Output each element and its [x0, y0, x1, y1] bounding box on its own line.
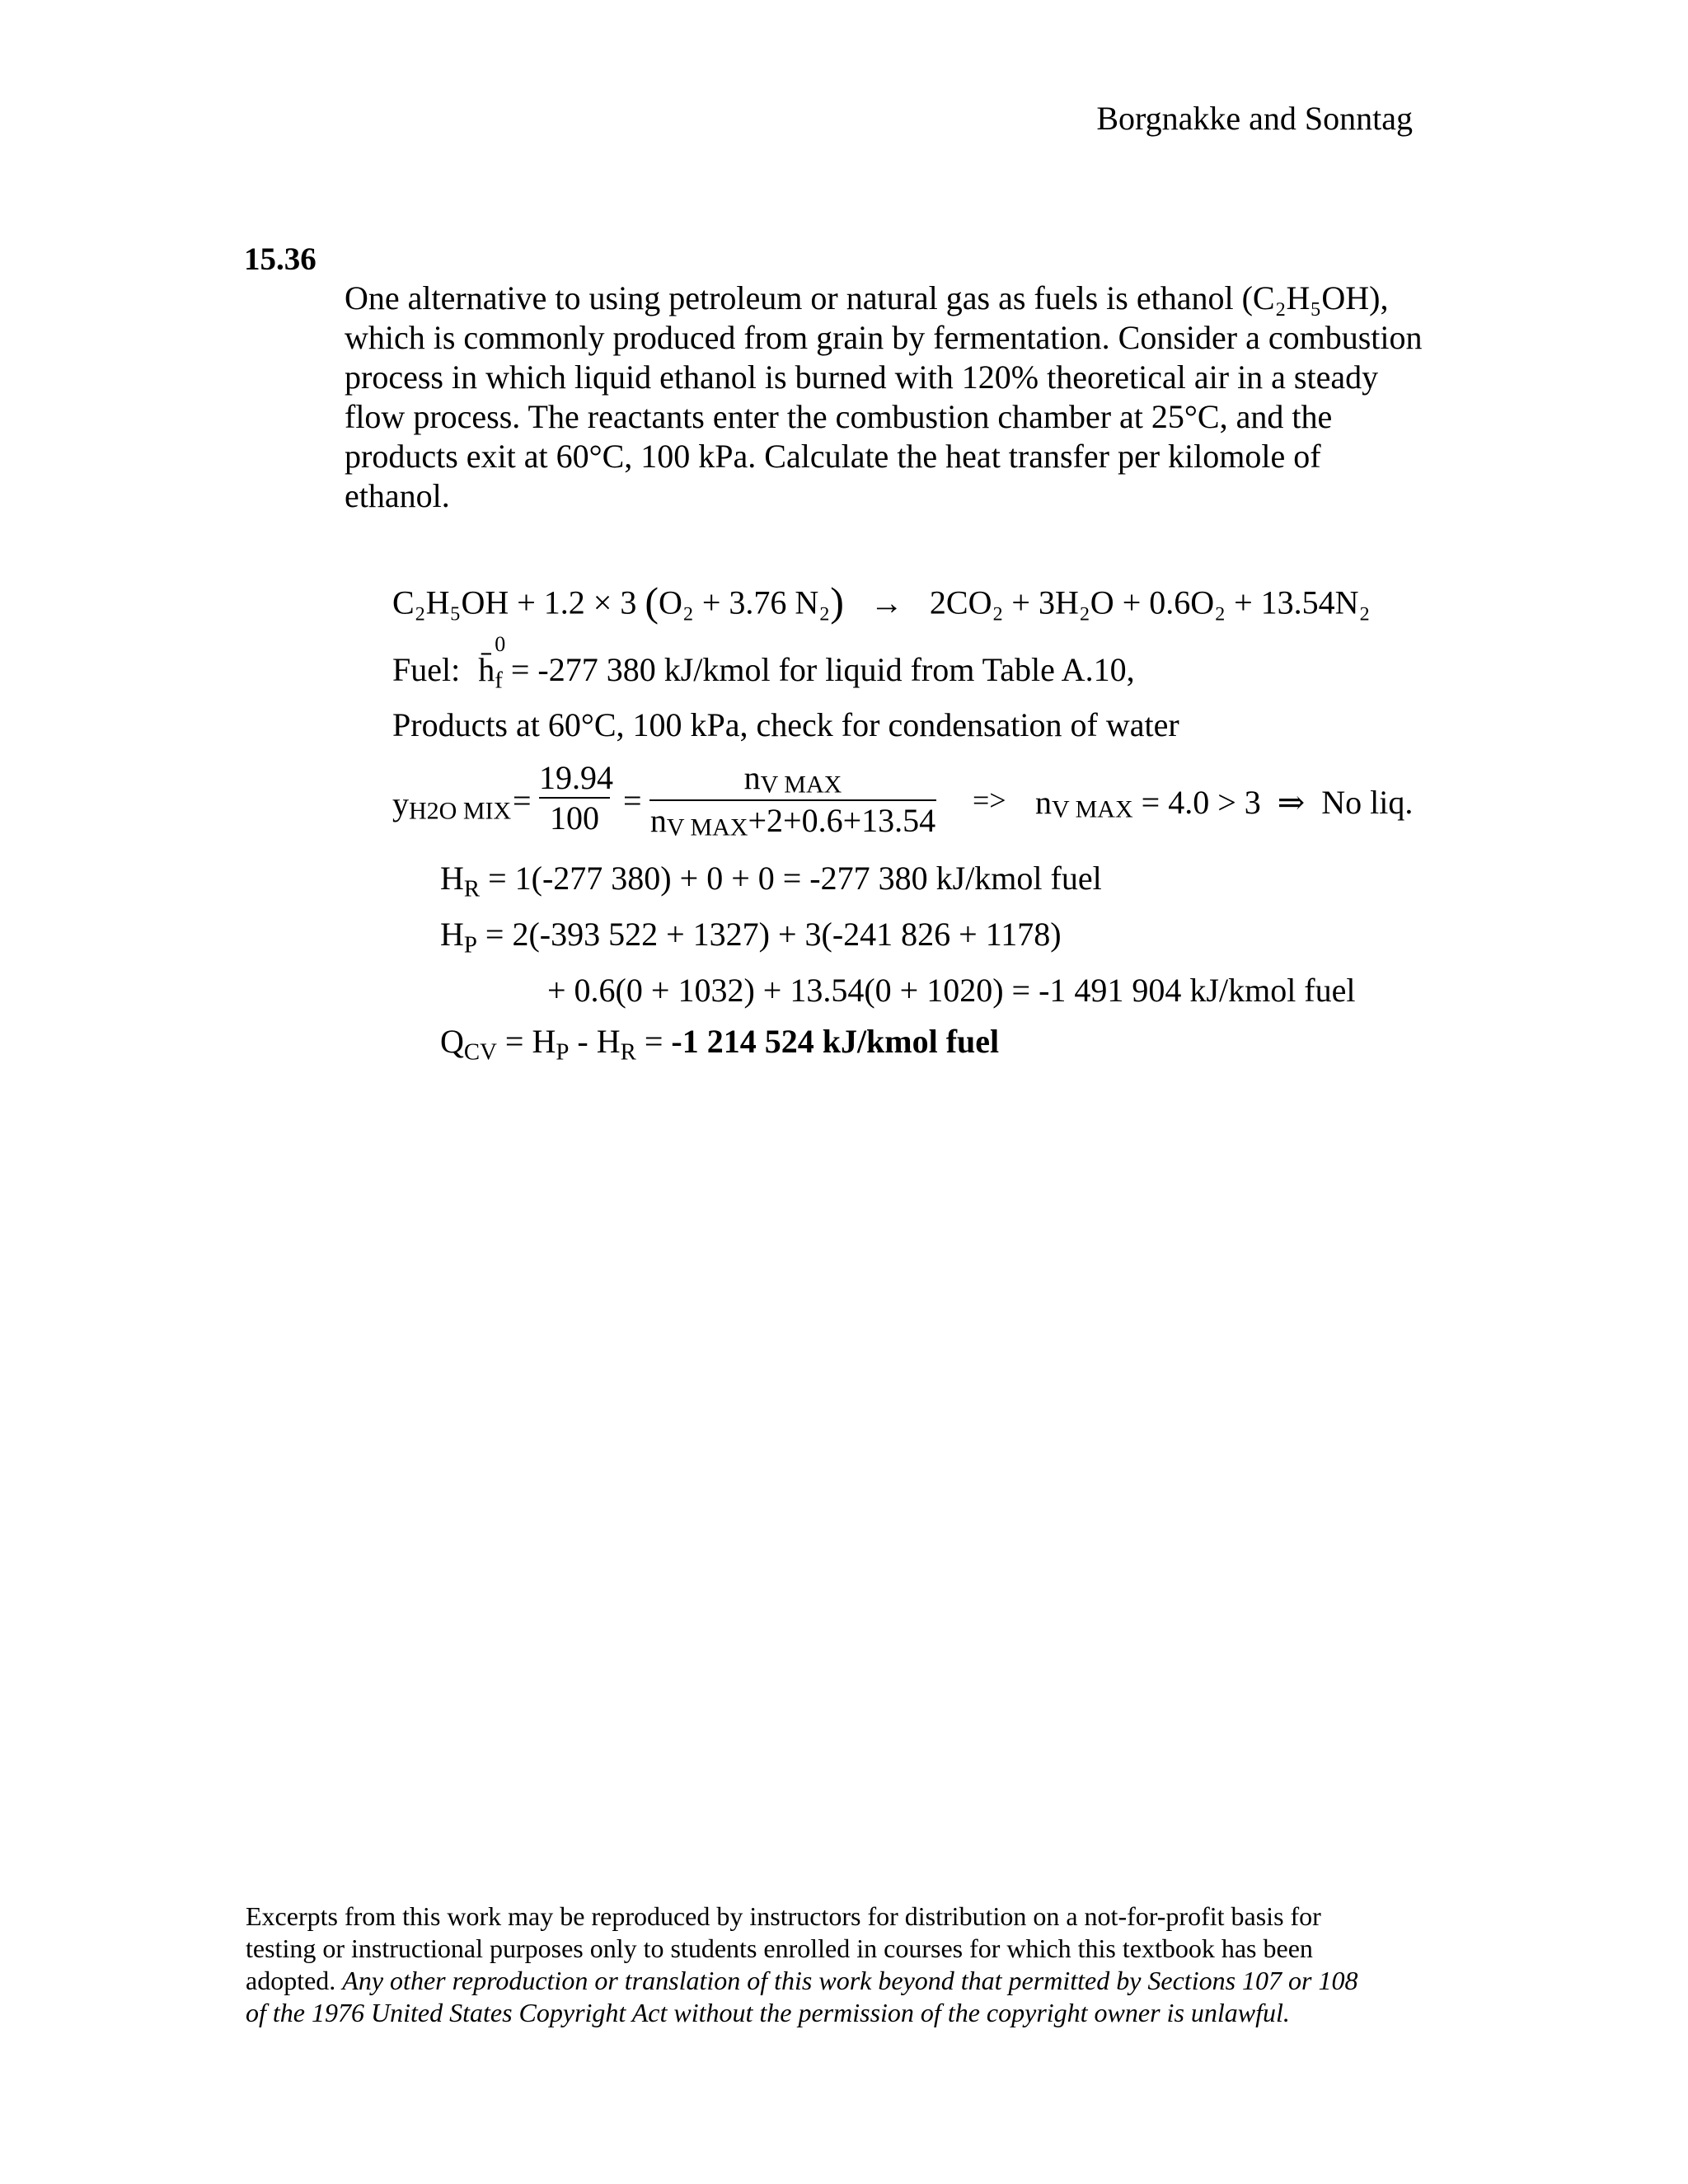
reaction-products: 2CO₂ + 3H₂O + 0.6O₂ + 13.54N₂: [929, 583, 1371, 621]
hp-continuation: + 0.6(0 + 1032) + 13.54(0 + 1020) = -1 491 904 kJ/kmol fuel: [547, 972, 1356, 1009]
conclusion: No liq.: [1321, 784, 1414, 821]
hp-line: $H_P = 2(-393$ 522 + 1327) + 3(-241 826 + 1178): [440, 916, 1062, 958]
statement-line: One alternative to using petroleum or natural gas as fuels is ethanol (C₂H₅OH),: [345, 279, 1389, 316]
footer-line: of the 1976 United States Copyright Act without the permission of the copyright owner is unlawful.: [246, 1998, 1290, 2027]
arrow-icon: →: [870, 583, 903, 621]
footer-line: adopted. Any other reproduction or translation of this work beyond that permitted by Sections 107 or 108: [246, 1966, 1358, 1995]
footer-line: Excerpts from this work may be reproduced by instructors for distribution on a not-for-profit basis for: [246, 1901, 1321, 1931]
fraction-numerator: 19.94: [539, 759, 613, 796]
fraction-water: [539, 758, 613, 837]
mixture-fraction-line: [392, 757, 1456, 839]
products-check-line: Products at 60°C, 100 kPa, check for condensation of water: [392, 706, 1179, 743]
statement-line: flow process. The reactants enter the combustion chamber at 25°C, and the: [345, 398, 1333, 435]
reaction-fuel: C₂H₅OH: [392, 583, 509, 621]
statement-line: ethanol.: [345, 477, 450, 514]
close-paren: ): [830, 579, 844, 625]
statement-line: which is commonly produced from grain by fermentation. Consider a combustion: [345, 319, 1423, 356]
fraction-denominator: 100: [539, 797, 610, 837]
open-paren: (: [645, 579, 659, 625]
page-header-authors: Borgnakke and Sonntag: [1096, 100, 1413, 137]
reaction-air-coeff: + 1.2 × 3: [517, 583, 637, 621]
fuel-enthalpy-value: = -277 380 kJ/kmol for liquid from Table A.10,: [510, 651, 1135, 688]
footer-line: testing or instructional purposes only to students enrolled in courses for which this textbook has been: [246, 1933, 1313, 1963]
implies-symbol: =>: [973, 784, 1006, 817]
final-answer: -1 214 524 kJ/kmol fuel: [671, 1023, 1000, 1060]
reaction-air-mix: O₂ + 3.76 N₂: [659, 583, 831, 621]
problem-number: 15.36: [244, 241, 316, 277]
copyright-notice: [246, 1900, 1457, 2029]
fraction-numerator: nV MAX: [743, 759, 842, 799]
h-bar-symbol: $h̄_f$ 0: [478, 632, 506, 694]
equals-sign: =: [513, 782, 532, 819]
qcv-line: $Q_{CV} = H_P - H_R = -1$ 214 524 kJ/kmol fuel: [440, 1023, 1000, 1066]
y-mix-label: yH2O MIX: [392, 785, 512, 825]
equals-sign: =: [623, 782, 642, 819]
statement-line: process in which liquid ethanol is burned with 120% theoretical air in a steady: [345, 359, 1379, 396]
problem-statement: [345, 279, 1432, 516]
fraction-denominator: nV MAX+2+0.6+13.54: [649, 799, 936, 842]
hr-line: $H_R = 1(-277$ 380) + 0 + 0 = -277 380 kJ/kmol fuel: [440, 860, 1102, 902]
implies-arrow-icon: ⇒: [1277, 784, 1306, 821]
fuel-enthalpy-line: [392, 632, 1135, 694]
fraction-vapor: [649, 758, 936, 841]
n-vmax-result: nV MAX = 4.0 > 3 ⇒ No liq.: [1035, 784, 1414, 823]
reaction-equation: [392, 579, 1371, 625]
fuel-label: Fuel:: [392, 651, 461, 688]
statement-line: products exit at 60°C, 100 kPa. Calculate the heat transfer per kilomole of: [345, 438, 1321, 475]
